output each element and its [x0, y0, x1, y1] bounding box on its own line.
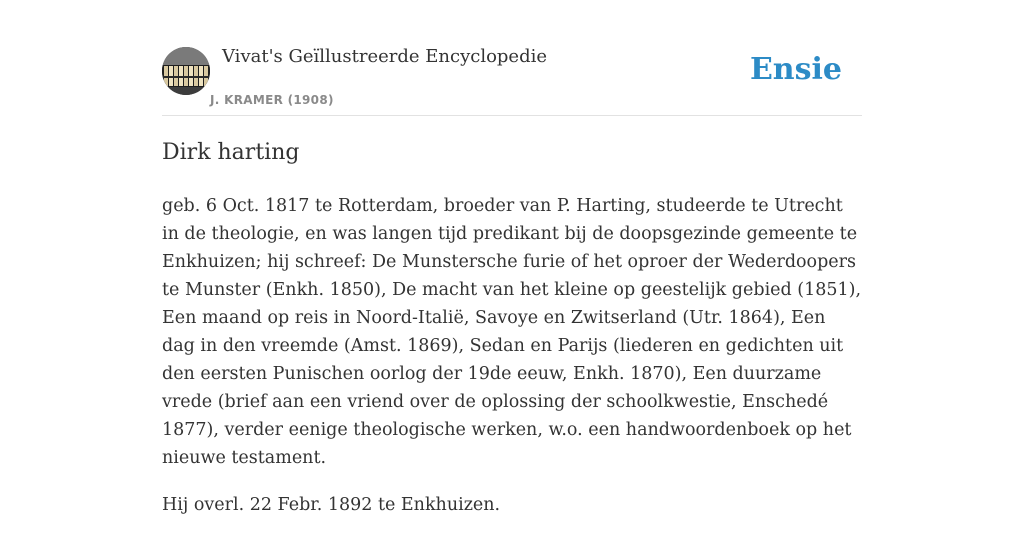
source-header	[162, 40, 862, 116]
source-title[interactable]: Vivat's Geïllustreerde Encyclopedie	[222, 46, 548, 67]
article-title: Dirk harting	[162, 140, 300, 165]
source-avatar[interactable]	[162, 47, 210, 95]
ensie-logo[interactable]: Ensie	[749, 52, 842, 87]
article-body	[162, 192, 862, 538]
article-paragraph: geb. 6 Oct. 1817 te Rotterdam, broeder van P. Harting, studeerde te Utrecht in de theologie, en was langen tijd predikant bij de doopsgezinde gemeente te Enkhuizen; hij schreef: De Munstersche furie of het oproer der Wederdoopers te Munster (Enkh. 1850), De macht van het kleine op geestelijk gebied (1851), Een maand op reis in Noord-Italië, Savoye en Zwitserland (Utr. 1864), Een dag in den vreemde (Amst. 1869), Sedan en Parijs (liederen en gedichten uit den eersten Punischen oorlog der 19de eeuw, Enkh. 1870), Een duurzame vrede (brief aan een vriend over de oplossing der schoolkwestie, Enschedé 1877), verder eenige theologische werken, w.o. een handwoordenboek op het nieuwe testament.	[162, 196, 862, 468]
book-spines-icon	[162, 47, 210, 95]
article-paragraph: Hij overl. 22 Febr. 1892 te Enkhuizen.	[162, 495, 501, 515]
source-author: J. KRAMER (1908)	[210, 93, 334, 107]
